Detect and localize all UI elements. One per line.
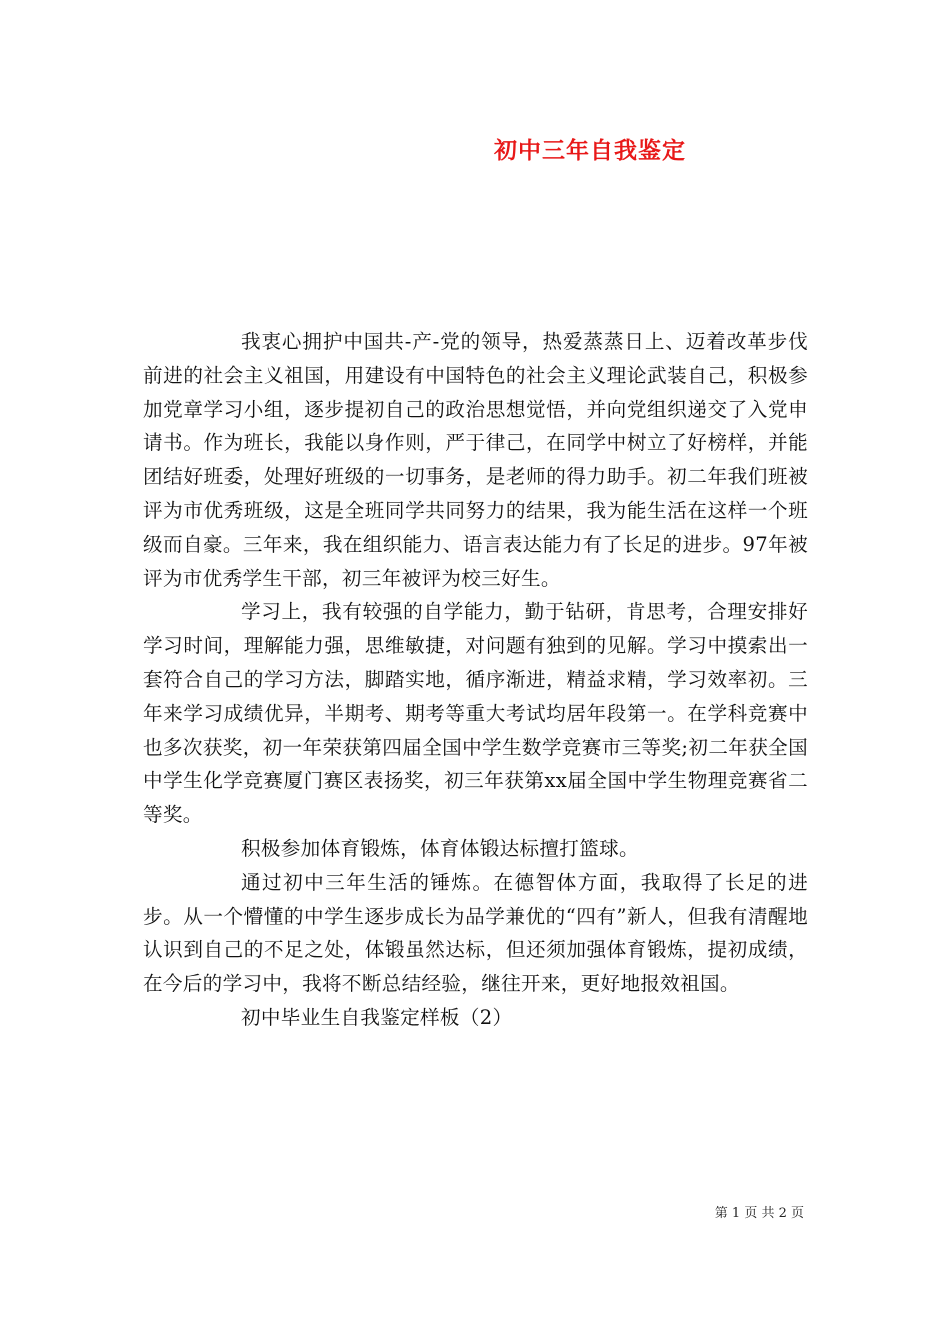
paragraph-next-section: 初中毕业生自我鉴定样板（2）: [241, 1005, 513, 1029]
document-body: [143, 325, 808, 1035]
paragraph-political: 我衷心拥护中国共-产-党的领导，热爱蒸蒸日上、迈着改革步伐前进的社会主义祖国，用建设有中国特色的社会主义理论武装自己，积极参加党章学习小组，逐步提初自己的政治思想觉悟，并向党组织递交了入党申请书。作为班长，我能以身作则，严于律己，在同学中树立了好榜样，并能团结好班委，处理好班级的一切事务，是老师的得力助手。初二年我们班被评为市优秀班级，这是全班同学共同努力的结果，我为能生活在这样一个班级而自豪。三年来，我在组织能力、语言表达能力有了长足的进步。97年被评为市优秀学生干部，初三年被评为校三好生。: [143, 330, 808, 590]
paragraph-study: 学习上，我有较强的自学能力，勤于钻研，肯思考，合理安排好学习时间，理解能力强，思维敏捷，对问题有独到的见解。学习中摸索出一套符合自己的学习方法，脚踏实地，循序渐进，精益求精，学习效率初。三年来学习成绩优异，半期考、期考等重大考试均居年段第一。在学科竞赛中也多次获奖，初一年荣获第四届全国中学生数学竞赛市三等奖;初二年获全国中学生化学竞赛厦门赛区表扬奖，初三年获第xx届全国中学生物理竞赛省二等奖。: [143, 600, 808, 827]
page-number: 第 1 页 共 2 页: [714, 1206, 804, 1221]
paragraph-summary: 通过初中三年生活的锤炼。在德智体方面，我取得了长足的进步。从一个懵懂的中学生逐步成长为品学兼优的“四有”新人，但我有清醒地认识到自己的不足之处，体锻虽然达标，但还须加强体育锻炼，提初成绩，在今后的学习中，我将不断总结经验，继往开来，更好地报效祖国。: [143, 870, 808, 996]
paragraph-sports: 积极参加体育锻炼，体育体锻达标擅打篮球。: [241, 836, 639, 860]
document-title: 初中三年自我鉴定: [494, 137, 686, 164]
